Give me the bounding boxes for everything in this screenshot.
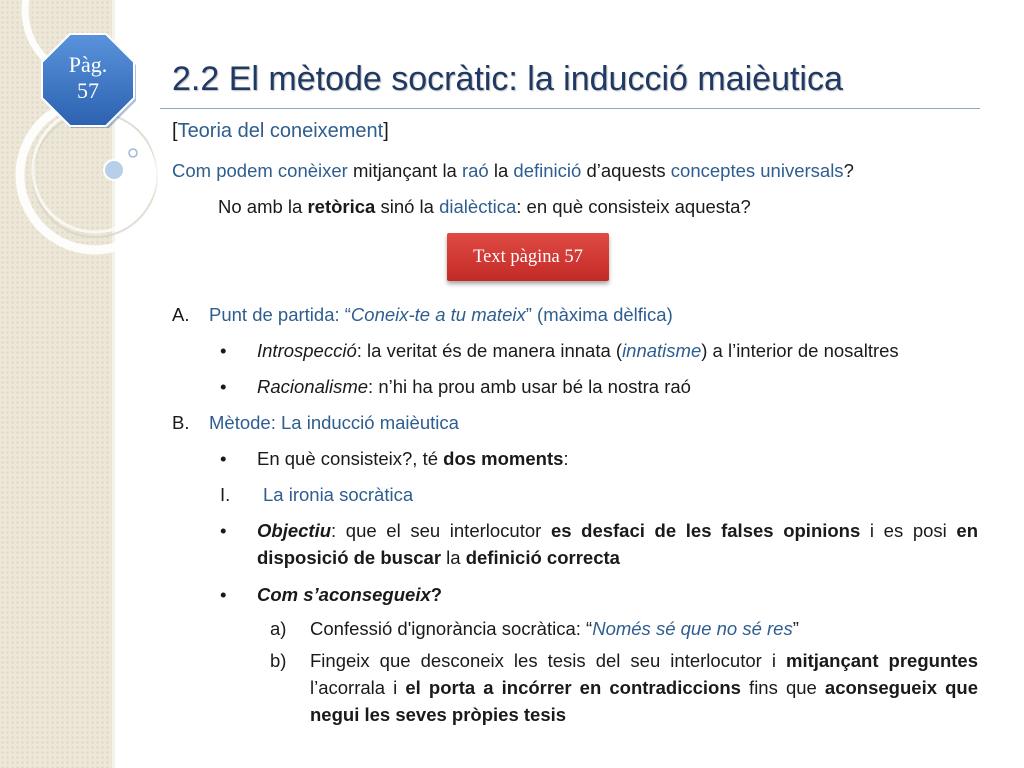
badge-line2: 57 bbox=[77, 78, 99, 103]
text-run: Fingeix que desconeix les tesis del seu interlocutor i bbox=[310, 650, 786, 671]
list-item-text bbox=[257, 584, 442, 606]
bracket-close: ] bbox=[383, 120, 389, 142]
text-run: definició correcta bbox=[465, 547, 620, 568]
list-item-text bbox=[257, 448, 569, 470]
text-run: dos moments bbox=[443, 448, 564, 469]
section-a-marker: A. bbox=[172, 304, 190, 325]
text-run: el porta a incórrer en contradiccions bbox=[405, 677, 741, 698]
text-run: ? bbox=[430, 584, 443, 605]
text-run: dialèctica bbox=[439, 196, 517, 217]
subsection-i bbox=[220, 484, 414, 506]
bullet: • bbox=[220, 584, 227, 605]
text-run: Com s’aconsegueix bbox=[257, 584, 431, 605]
text-run: Coneix-te a tu mateix bbox=[350, 304, 526, 325]
text-run: Introspecció bbox=[257, 340, 357, 361]
subtitle-text: Teoria del coneixement bbox=[177, 120, 384, 142]
bullet: • bbox=[220, 520, 227, 541]
section-b-text: Mètode: La inducció maièutica bbox=[209, 412, 459, 433]
text-run: retòrica bbox=[307, 196, 376, 217]
list-item-moments bbox=[220, 448, 569, 470]
deco-dot-small bbox=[129, 149, 137, 157]
text-run: fins que bbox=[740, 677, 825, 698]
text-run: Confessió d'ignorància socràtica: “ bbox=[310, 618, 593, 639]
text-run: En què consisteix?, té bbox=[257, 448, 444, 469]
text-run: : bbox=[563, 448, 569, 469]
section-a bbox=[172, 304, 673, 326]
text-run: en disposició de buscar bbox=[257, 520, 978, 568]
text-run: aconsegueix que negui les seves pròpies tesis bbox=[310, 677, 978, 725]
list-item-com bbox=[220, 584, 443, 606]
subtitle bbox=[172, 120, 389, 143]
title-underline bbox=[160, 108, 980, 109]
question-line bbox=[172, 160, 854, 182]
badge-line1: Pàg. bbox=[68, 52, 108, 77]
answer-line bbox=[218, 196, 751, 218]
bracket-open: [ bbox=[172, 120, 178, 142]
text-run: la bbox=[441, 547, 466, 568]
list-item-text bbox=[257, 517, 978, 571]
text-run: i es posi bbox=[860, 520, 957, 541]
section-b-marker: B. bbox=[172, 412, 190, 433]
text-run: raó bbox=[461, 160, 489, 181]
text-run: : la veritat és de manera innata ( bbox=[356, 340, 623, 361]
section-b bbox=[172, 412, 459, 434]
list-item-text bbox=[257, 376, 691, 398]
page-badge-label bbox=[40, 52, 136, 104]
list-item-text bbox=[310, 647, 978, 728]
text-run: : que el seu interlocutor bbox=[331, 520, 551, 541]
text-run: Com podem conèixer bbox=[172, 160, 348, 181]
text-run: : en què consisteix aquesta? bbox=[516, 196, 751, 217]
text-run: d’aquests bbox=[581, 160, 671, 181]
text-run: conceptes universals bbox=[670, 160, 844, 181]
list-item-text bbox=[310, 618, 799, 640]
text-run: ” (màxima dèlfica) bbox=[525, 304, 673, 325]
text-run: mitjançant la bbox=[347, 160, 462, 181]
text-run: Punt de partida: “ bbox=[209, 304, 351, 325]
text-run: es desfaci de les falses opinions bbox=[550, 520, 861, 541]
list-marker-b: b) bbox=[270, 650, 287, 671]
list-item-text bbox=[257, 340, 899, 362]
list-item-introspeccio bbox=[220, 340, 899, 362]
subsection-i-marker: I. bbox=[220, 484, 231, 505]
text-run: ) a l’interior de nosaltres bbox=[701, 340, 899, 361]
text-run: Objectiu bbox=[257, 520, 332, 541]
text-run: : n’hi ha prou amb usar bé la nostra raó bbox=[368, 376, 691, 397]
subsection-i-text: La ironia socràtica bbox=[263, 484, 414, 505]
section-a-text bbox=[209, 304, 673, 326]
text-run: ? bbox=[843, 160, 854, 181]
text-run: mitjançant preguntes bbox=[786, 650, 978, 671]
text-run: No amb la bbox=[218, 196, 308, 217]
bullet: • bbox=[220, 376, 227, 397]
text-run: innatisme bbox=[622, 340, 702, 361]
list-marker-a: a) bbox=[270, 618, 287, 639]
text-run: la bbox=[488, 160, 514, 181]
bullet: • bbox=[220, 448, 227, 469]
list-item-objectiu bbox=[220, 520, 978, 571]
text-run: ” bbox=[792, 618, 799, 639]
deco-dot-large bbox=[104, 160, 124, 180]
text-run: definició bbox=[513, 160, 582, 181]
text-run: Racionalisme bbox=[257, 376, 369, 397]
text-page-57-button[interactable]: Text pàgina 57 bbox=[447, 233, 609, 281]
bullet: • bbox=[220, 340, 227, 361]
list-item-b bbox=[270, 650, 978, 728]
list-item-racionalisme bbox=[220, 376, 691, 398]
text-run: l’acorrala i bbox=[310, 677, 406, 698]
list-item-a bbox=[270, 618, 799, 640]
text-run: sinó la bbox=[375, 196, 440, 217]
text-run: Només sé que no sé res bbox=[592, 618, 793, 639]
slide-title: 2.2 El mètode socràtic: la inducció maièutica bbox=[172, 60, 843, 98]
